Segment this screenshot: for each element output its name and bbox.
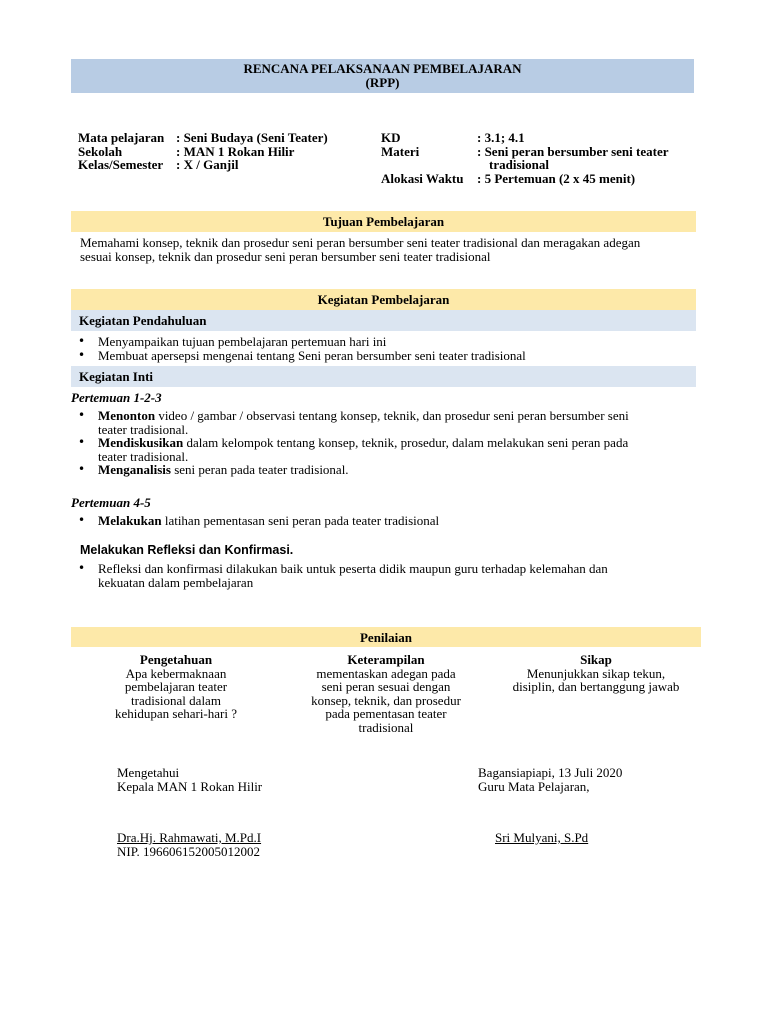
info-value: : Seni peran bersumber seni teater: [477, 143, 669, 159]
col-line: kehidupan sehari-hari ?: [114, 706, 237, 721]
col-line: pada pementasan teater: [325, 706, 447, 721]
item-text: video / gambar / observasi tentang konsep, teknik, dan prosedur seni peran bersumber seni: [155, 408, 629, 423]
info-label: KD: [381, 130, 401, 145]
info-label: Kelas/Semester: [78, 157, 164, 172]
teacher-name: Sri Mulyani, S.Pd: [495, 830, 589, 845]
pertemuan-45-title: Pertemuan 4-5: [71, 495, 151, 510]
headmaster-nip: NIP. 196606152005012002: [117, 843, 261, 859]
list-item: • Menyampaikan tujuan pembelajaran pertemuan hari ini: [71, 335, 696, 349]
info-left: [78, 131, 328, 172]
refleksi-line1: Refleksi dan konfirmasi dilakukan baik untuk peserta didik maupun guru terhadap kelemahan dan: [98, 561, 608, 576]
col-title: Keterampilan: [347, 652, 425, 667]
col-line: mementaskan adegan pada: [316, 665, 456, 681]
info-value-cont: tradisional: [489, 157, 549, 172]
signature-right: [478, 766, 622, 793]
list-item: [71, 436, 696, 463]
col-line: tradisional dalam: [131, 692, 221, 708]
title-bar: [71, 59, 694, 93]
item-verb: Melakukan: [98, 513, 162, 528]
info-row: [381, 172, 668, 186]
list-item: [71, 514, 696, 528]
col-line: tradisional: [358, 719, 414, 735]
col-line: konsep, teknik, dan prosedur: [311, 692, 461, 708]
info-label: Mata pelajaran: [78, 130, 165, 145]
info-right: [381, 131, 668, 185]
sign-left-line1: Mengetahui: [117, 765, 180, 780]
pertemuan-45-list: [71, 514, 696, 528]
pertemuan-123-list: [71, 409, 696, 477]
sign-right-line1: Bagansiapiapi, 13 Juli 2020: [478, 765, 623, 780]
info-label: Sekolah: [78, 143, 123, 159]
penilaian-col-keterampilan: [296, 653, 476, 734]
sign-left-line2: Kepala MAN 1 Rokan Hilir: [117, 778, 263, 794]
kegiatan-heading: Kegiatan Pembelajaran: [71, 289, 696, 310]
info-value: : Seni Budaya (Seni Teater): [176, 130, 328, 145]
col-line: Apa kebermaknaan: [125, 665, 227, 681]
list-item: [71, 562, 696, 589]
info-value: : 3.1; 4.1: [477, 130, 525, 145]
info-value: : MAN 1 Rokan Hilir: [176, 143, 295, 159]
info-value: : X / Ganjil: [176, 157, 239, 172]
col-line: disiplin, dan bertanggung jawab: [512, 679, 680, 694]
col-line: seni peran sesuai dengan: [321, 679, 451, 694]
info-row: [381, 131, 668, 145]
info-row: [78, 145, 328, 159]
pendahuluan-heading: Kegiatan Pendahuluan: [71, 310, 696, 331]
item-text-cont: teater tradisional.: [98, 421, 189, 437]
info-row: [381, 145, 668, 159]
col-line: Menunjukkan sikap tekun,: [526, 665, 666, 681]
signature-left-name-block: [117, 831, 261, 858]
col-title: Sikap: [580, 652, 612, 667]
refleksi-heading: Melakukan Refleksi dan Konfirmasi.: [80, 543, 294, 557]
item-text-cont: teater tradisional.: [98, 448, 189, 464]
headmaster-name: Dra.Hj. Rahmawati, M.Pd.I: [117, 830, 262, 845]
info-row: [78, 131, 328, 145]
refleksi-list: [71, 562, 696, 589]
col-title: Pengetahuan: [139, 652, 213, 667]
tujuan-line2: sesuai konsep, teknik dan prosedur seni peran bersumber seni teater tradisional: [80, 248, 491, 264]
tujuan-line1: Memahami konsep, teknik dan prosedur seni peran bersumber seni teater tradisional dan meragakan adegan: [80, 235, 641, 250]
sign-right-line2: Guru Mata Pelajaran,: [478, 778, 590, 794]
penilaian-col-sikap: [500, 653, 692, 694]
title-line2: (RPP): [365, 74, 400, 90]
col-line: pembelajaran teater: [124, 679, 228, 694]
info-row: [78, 158, 328, 172]
penilaian-col-pengetahuan: [100, 653, 252, 721]
tujuan-text: [80, 236, 640, 263]
item-text: latihan pementasan seni peran pada teater tradisional: [161, 513, 440, 528]
signature-left: [117, 766, 262, 793]
list-item: • Membuat apersepsi mengenai tentang Seni peran bersumber seni teater tradisional: [71, 349, 696, 363]
refleksi-line2: kekuatan dalam pembelajaran: [98, 574, 254, 590]
item-text: seni peran pada teater tradisional.: [170, 462, 349, 477]
info-label: Materi: [381, 143, 420, 159]
item-text: dalam kelompok tentang konsep, teknik, prosedur, dalam melakukan seni peran pada: [183, 435, 629, 450]
info-row: [381, 158, 668, 172]
pertemuan-123-title: Pertemuan 1-2-3: [71, 390, 162, 405]
info-value: : 5 Pertemuan (2 x 45 menit): [477, 170, 636, 186]
item-verb: Mendiskusikan: [98, 435, 184, 450]
inti-heading: Kegiatan Inti: [71, 366, 696, 387]
title-line1: RENCANA PELAKSANAAN PEMBELAJARAN: [243, 61, 522, 76]
list-item: [71, 409, 696, 436]
item-verb: Menganalisis: [98, 462, 171, 477]
tujuan-heading: Tujuan Pembelajaran: [71, 211, 696, 232]
item-verb: Menonton: [98, 408, 156, 423]
penilaian-heading: Penilaian: [71, 627, 701, 647]
list-item: [71, 463, 696, 477]
pendahuluan-list: [71, 335, 696, 362]
info-label: Alokasi Waktu: [381, 170, 464, 186]
